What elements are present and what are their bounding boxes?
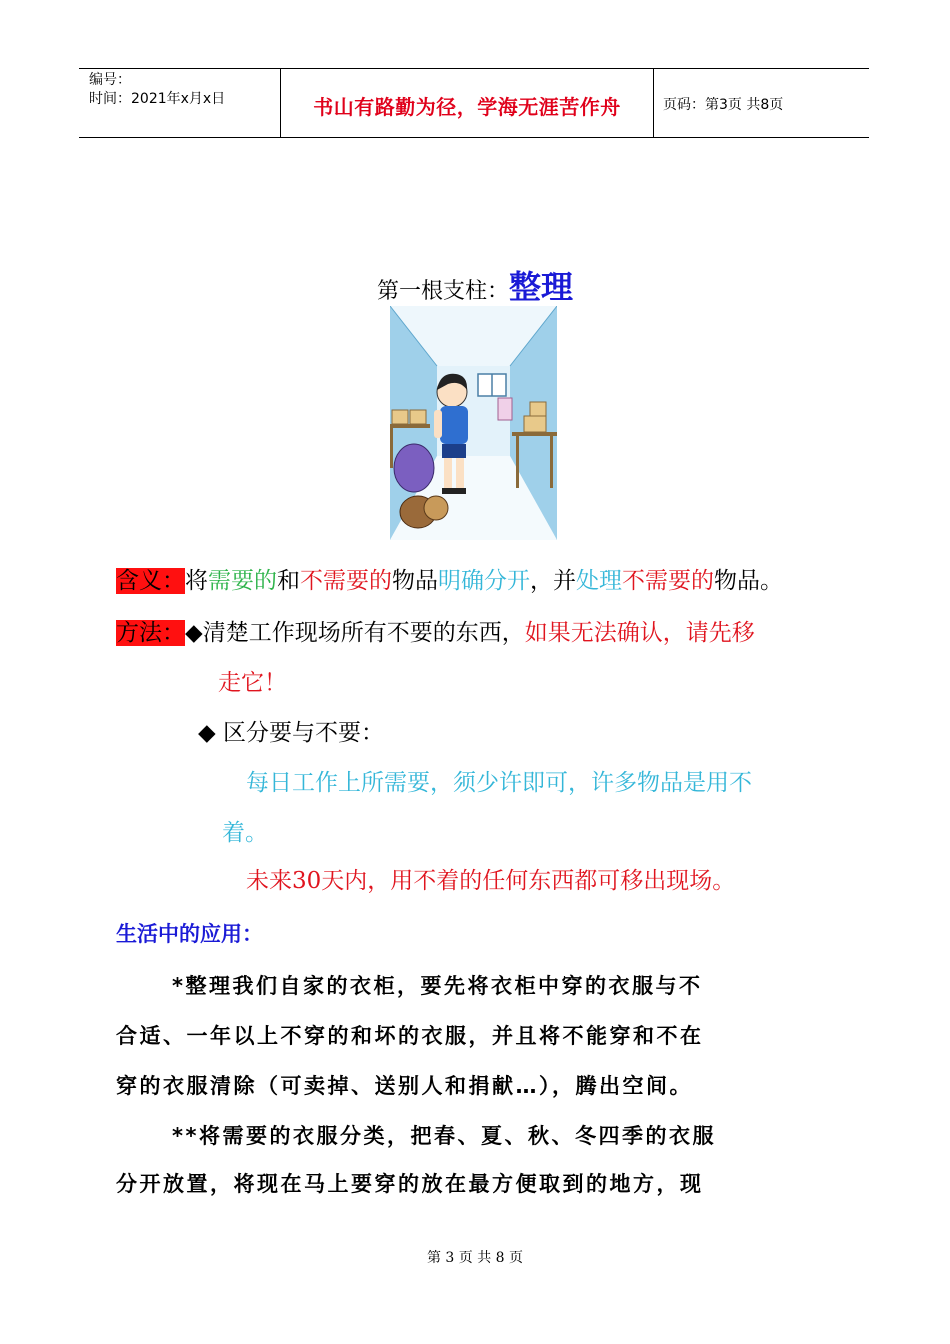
definition-separate: 明确分开	[438, 568, 530, 594]
method-daily-1: 每日工作上所需要，须少许即可，许多物品是用不	[246, 770, 752, 796]
life-line-4: **将需要的衣服分类，把春、夏、秋、冬四季的衣服	[172, 1124, 716, 1148]
life-line-2: 合适、一年以上不穿的和坏的衣服，并且将不能穿和不在	[116, 1024, 704, 1048]
method-future: 未来30天内，用不着的任何东西都可移出现场。	[246, 868, 736, 894]
method-bullet-2: ◆ 区分要与不要：	[198, 720, 384, 746]
definition-dispose: 处理	[576, 568, 622, 594]
document-number-label: 编号：	[89, 72, 131, 88]
definition-tag: 含义：	[116, 568, 185, 594]
definition-unneeded-2: 不需要的	[622, 568, 714, 594]
definition-line	[116, 566, 783, 596]
document-time-label: 时间：2021年x月x日	[89, 91, 226, 107]
header-page-cell	[663, 69, 869, 137]
header-table	[79, 68, 869, 138]
sorting-illustration	[390, 306, 557, 540]
life-heading: 生活中的应用：	[116, 922, 263, 946]
method-tag: 方法：	[116, 620, 185, 646]
life-line-5: 分开放置，将现在马上要穿的放在最方便取到的地方，现	[116, 1172, 704, 1196]
method-line-2: 走它！	[218, 670, 287, 696]
definition-unneeded: 不需要的	[300, 568, 392, 594]
header-motto: 书山有路勤为径，学海无涯苦作舟	[313, 95, 621, 119]
method-daily-2: 着。	[222, 820, 268, 846]
definition-text-1: 将	[185, 568, 208, 594]
header-page-info: 页码：第3页 共8页	[663, 97, 784, 113]
method-bullet-1b: 如果无法确认，请先移	[524, 620, 755, 646]
section-title-prefix: 第一根支柱：	[376, 279, 509, 304]
header-motto-cell	[281, 69, 654, 137]
life-line-3: 穿的衣服清除（可卖掉、送别人和捐献…），腾出空间。	[116, 1074, 693, 1098]
definition-needed: 需要的	[208, 568, 277, 594]
method-bullet-1a: ◆清楚工作现场所有不要的东西，	[185, 620, 525, 646]
header-meta-cell	[79, 69, 281, 137]
definition-text-2: 和	[277, 568, 300, 594]
page-footer: 第 3 页 共 8 页	[426, 1250, 524, 1266]
method-line-1	[116, 618, 755, 648]
definition-text-5: 物品。	[714, 568, 783, 594]
section-title-keyword: 整理	[509, 268, 574, 306]
definition-text-3: 物品	[392, 568, 438, 594]
definition-text-4: ，并	[530, 568, 576, 594]
section-title	[0, 262, 950, 308]
life-line-1: *整理我们自家的衣柜，要先将衣柜中穿的衣服与不	[172, 974, 703, 998]
